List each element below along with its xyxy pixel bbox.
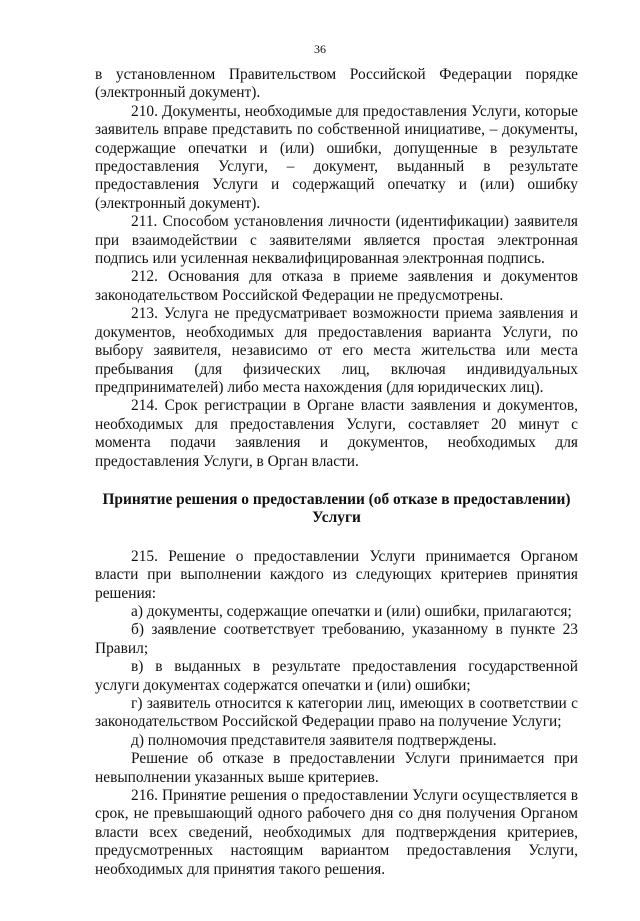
page-number: 36 (314, 42, 326, 56)
paragraph-continuation: в установленном Правительством Российской Федерации порядке (электронный документ). (95, 66, 578, 102)
paragraph-215: 215. Решение о предоставлении Услуги принимается Органом власти при выполнении каждого из следующих критериев принятия решения: (95, 547, 578, 602)
paragraph-212: 212. Основания для отказа в приеме заявления и документов законодательством Российской Федерации не предусмотрены. (95, 268, 578, 304)
paragraph-213: 213. Услуга не предусматривает возможности приема заявления и документов, необходимых для предоставления варианта Услуги, по выбору заявителя, независимо от его места жительства или места пребывания (для физических лиц, включая индивидуальных предпринимателей) либо места нахождения (для юридических лиц). (95, 305, 578, 396)
criterion-v: в) в выданных в результате предоставления государственной услуги документах содержатся опечатки и (или) ошибки; (95, 658, 578, 694)
criterion-b: б) заявление соответствует требованию, указанному в пункте 23 Правил; (95, 621, 578, 657)
paragraph-216: 216. Принятие решения о предоставлении Услуги осуществляется в срок, не превышающий одного рабочего дня со дня получения Органом власти всех сведений, необходимых для подтверждения критериев, предусмотренных настоящим вариантом предоставления Услуги, необходимых для принятия такого решения. (95, 787, 578, 878)
paragraph-210: 210. Документы, необходимые для предоставления Услуги, которые заявитель вправе представить по собственной инициативе, – документы, содержащие опечатки и (или) ошибки, допущенные в результате предоставления Услуги, – документ, выданный в результате предоставления Услуги и содержащий опечатку и (или) ошибку (электронный документ). (95, 102, 578, 212)
section-heading: Принятие решения о предоставлении (об отказе в предоставлении) Услуги (102, 490, 571, 527)
paragraph-214: 214. Срок регистрации в Органе власти заявления и документов, необходимых для предоставления Услуги, составляет 20 минут с момента подачи заявления и документов, необходимых для предоставления Услуги, в Орган власти. (95, 397, 578, 470)
criterion-g: г) заявитель относится к категории лиц, имеющих в соответствии с законодательством Российской Федерации право на получение Услуги; (95, 695, 578, 731)
paragraph-211: 211. Способом установления личности (идентификации) заявителя при взаимодействии с заявителями является простая электронная подпись или усиленная неквалифицированная электронная подпись. (95, 213, 578, 268)
document-body (95, 66, 578, 879)
paragraph-refusal: Решение об отказе в предоставлении Услуги принимается при невыполнении указанных выше критериев. (95, 750, 578, 786)
criterion-a: а) документы, содержащие опечатки и (или) ошибки, прилагаются; (131, 602, 572, 620)
criterion-d: д) полномочия представителя заявителя подтверждены. (131, 731, 497, 749)
